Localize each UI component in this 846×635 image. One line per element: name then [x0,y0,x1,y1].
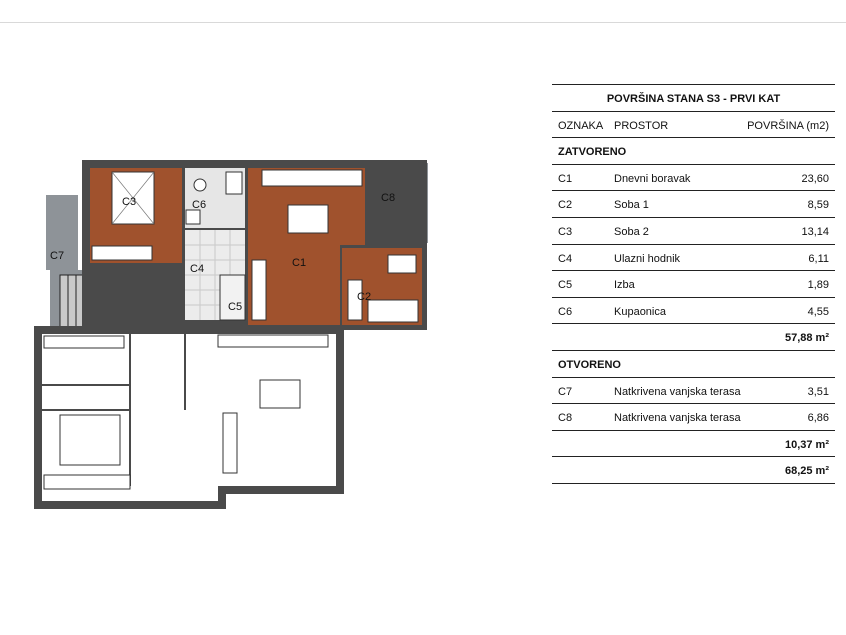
toilet-c6 [194,179,206,191]
label-c2: C2 [357,291,372,303]
lower-table [260,380,300,408]
table-row [552,191,835,218]
row-code: C8 [558,412,573,425]
lower-bath [44,336,124,348]
bed-c2 [368,300,418,322]
table-row [552,218,835,245]
row-area: 3,51 [807,385,829,398]
desk-c2 [388,255,416,273]
row-name: Ulazni hodnik [614,252,681,265]
row-code: C5 [558,279,573,292]
label-c5: C5 [228,301,243,313]
section-closed [552,138,835,165]
section-closed-label: ZATVORENO [558,146,627,159]
table-row [552,271,835,298]
lower-counter [218,335,328,347]
section-open [552,351,835,378]
table-title-row [552,84,835,112]
label-c6: C6 [192,199,207,211]
row-area: 6,11 [808,252,829,265]
header-space: PROSTOR [614,119,669,132]
lower-sofa [223,413,237,473]
kitchen-counter [262,170,362,186]
header-area: POVRŠINA (m2) [747,119,829,132]
row-area: 23,60 [801,172,829,185]
row-area: 13,14 [801,225,829,238]
grand-total-row [552,457,835,484]
wardrobe-c3 [92,246,152,260]
row-code: C2 [558,199,573,212]
row-name: Dnevni boravak [614,172,691,185]
row-name: Soba 2 [614,225,649,238]
area-table [552,84,835,484]
grand-total: 68,25 m² [784,465,829,478]
row-name: Izba [614,279,635,292]
table-row [552,165,835,192]
top-divider [0,22,846,23]
row-area: 6,86 [807,412,829,425]
label-c3: C3 [122,196,137,208]
room-c5 [220,275,245,320]
sofa-c1 [252,260,266,320]
row-code: C1 [558,172,573,185]
row-code: C4 [558,252,573,265]
open-total-row [552,431,835,458]
closed-total: 57,88 m² [784,332,829,345]
dining-table [288,205,328,233]
row-name: Natkrivena vanjska terasa [614,385,741,398]
row-name: Natkrivena vanjska terasa [614,412,741,425]
row-area: 1,89 [807,279,829,292]
header-code: OZNAKA [558,119,604,132]
table-row [552,298,835,325]
row-name: Kupaonica [614,305,666,318]
label-c1: C1 [292,257,307,269]
section-open-label: OTVORENO [558,358,621,371]
row-code: C3 [558,225,573,238]
lower-bed [60,415,120,465]
label-c8: C8 [381,192,396,204]
row-area: 4,55 [807,305,829,318]
row-code: C7 [558,385,573,398]
row-code: C6 [558,305,573,318]
row-name: Soba 1 [614,199,649,212]
shower-c6 [226,172,242,194]
row-area: 8,59 [807,199,829,212]
table-row [552,378,835,405]
lower-wardrobe [44,475,130,489]
table-row [552,245,835,272]
floor-plan [30,150,396,515]
washer-c6 [186,210,200,224]
closed-total-row [552,324,835,351]
table-title: POVRŠINA STANA S3 - PRVI KAT [606,93,781,105]
label-c7: C7 [50,250,65,262]
table-row [552,404,835,431]
table-header-row [552,112,835,139]
label-c4: C4 [190,263,205,275]
open-total: 10,37 m² [784,438,829,451]
